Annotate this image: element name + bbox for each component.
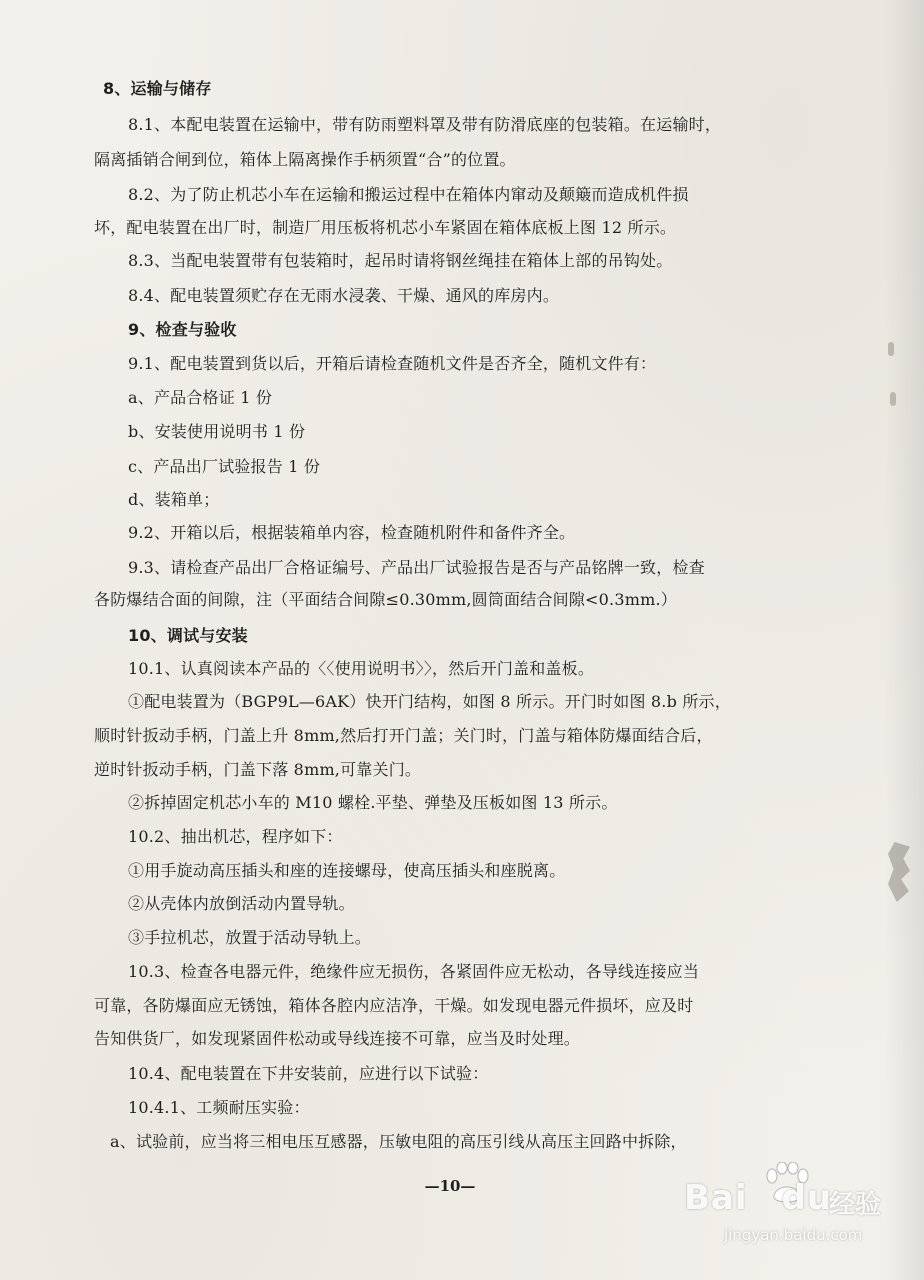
paragraph-line: 9.1、配电装置到货以后，开箱后请检查随机文件是否齐全，随机文件有： [128, 354, 657, 373]
paragraph-line: 各防爆结合面的间隙，注（平面结合间隙≤0.30mm,圆筒面结合间隙<0.3mm.） [94, 590, 677, 609]
paragraph-line: 10.3、检查各电器元件，绝缘件应无损伤，各紧固件应无松动，各导线连接应当 [128, 962, 700, 981]
watermark-url: jingyan.baidu.com [724, 1226, 863, 1244]
paragraph-line: 9.2、开箱以后，根据装箱单内容，检查随机附件和备件齐全。 [128, 523, 576, 542]
section-heading-10: 10、调试与安装 [128, 626, 248, 645]
paragraph-line: 10.4、配电装置在下井安装前，应进行以下试验： [128, 1064, 489, 1083]
baidu-watermark [684, 1160, 904, 1260]
paragraph-line: 10.2、抽出机芯，程序如下： [128, 827, 343, 846]
list-item: a、产品合格证 1 份 [128, 388, 273, 407]
step-item: ①用手旋动高压插头和座的连接螺母，使高压插头和座脱离。 [128, 861, 566, 880]
step-item: ②从壳体内放倒活动内置导轨。 [128, 894, 355, 913]
paragraph-line: 顺时针扳动手柄，门盖上升 8mm,然后打开门盖；关门时，门盖与箱体防爆面结合后， [94, 726, 713, 745]
paragraph-line: 9.3、请检查产品出厂合格证编号、产品出厂试验报告是否与产品铭牌一致，检查 [128, 558, 705, 577]
list-item: d、装箱单； [128, 490, 220, 509]
section-heading-9: 9、检查与验收 [128, 320, 237, 339]
page-number: —10— [424, 1177, 476, 1195]
paragraph-line: 8.4、配电装置须贮存在无雨水浸袭、干燥、通风的库房内。 [128, 286, 560, 305]
paragraph-line: 告知供货厂，如发现紧固件松动或导线连接不可靠，应当及时处理。 [94, 1029, 581, 1048]
jingyan-label: 经验 [829, 1190, 882, 1220]
paragraph-line: 10.4.1、工频耐压实验： [128, 1098, 310, 1117]
paragraph-line: a、试验前，应当将三相电压互感器，压敏电阻的高压引线从高压主回路中拆除， [110, 1132, 687, 1151]
paragraph-line: 10.1、认真阅读本产品的〈〈使用说明书〉〉，然后开门盖和盖板。 [128, 659, 595, 678]
list-item: b、安装使用说明书 1 份 [128, 422, 306, 441]
list-item: c、产品出厂试验报告 1 份 [128, 457, 321, 476]
paragraph-line: ②拆掉固定机芯小车的 M10 螺栓.平垫、弹垫及压板如图 13 所示。 [128, 793, 618, 812]
baidu-logo-text: Bai du [684, 1178, 833, 1218]
paragraph-line: 8.2、为了防止机芯小车在运输和搬运过程中在箱体内窜动及颠簸而造成机件损 [128, 185, 689, 204]
section-heading-8: 8、运输与储存 [103, 79, 212, 98]
paragraph-line: 8.1、本配电装置在运输中，带有防雨塑料罩及带有防滑底座的包装箱。在运输时， [128, 115, 722, 134]
paragraph-line: 逆时针扳动手柄，门盖下落 8mm,可靠关门。 [94, 760, 422, 779]
paragraph-line: 8.3、当配电装置带有包装箱时，起吊时请将钢丝绳挂在箱体上部的吊钩处。 [128, 251, 673, 270]
paragraph-line: 坏，配电装置在出厂时，制造厂用压板将机芯小车紧固在箱体底板上图 12 所示。 [94, 218, 677, 237]
paragraph-line: 隔离插销合闸到位，箱体上隔离操作手柄须置“合”的位置。 [94, 150, 516, 169]
step-item: ③手拉机芯，放置于活动导轨上。 [128, 928, 372, 947]
paragraph-line: 可靠，各防爆面应无锈蚀，箱体各腔内应洁净，干燥。如发现电器元件损坏，应及时 [94, 996, 694, 1015]
paragraph-line: ①配电装置为（BGP9L—6AK）快开门结构，如图 8 所示。开门时如图 8.b 所示， [128, 692, 731, 711]
